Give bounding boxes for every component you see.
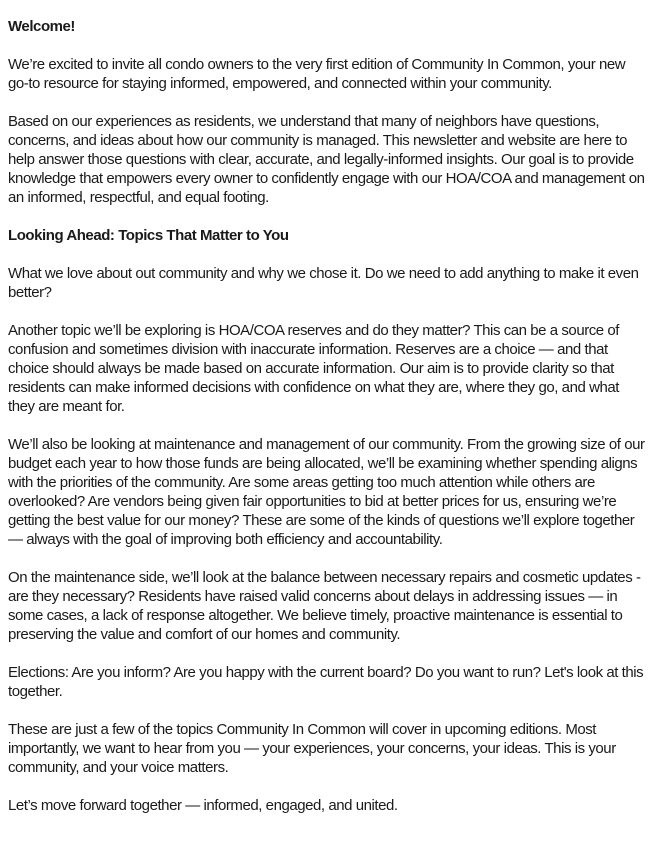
paragraph-community-love: What we love about out community and why we chose it. Do we need to add anything to make it even better? <box>8 265 639 301</box>
heading-looking-ahead: Looking Ahead: Topics That Matter to You <box>8 227 289 244</box>
closing-line: Let’s move forward together — informed, engaged, and united. <box>8 797 398 814</box>
heading-welcome: Welcome! <box>8 18 75 35</box>
paragraph-purpose: Based on our experiences as residents, we understand that many of neighbors have questions, concerns, and ideas about how our community is managed. This newsletter and website are here to help answer those questions with clear, accurate, and legally-informed insights. Our goal is to provide knowledge that empowers every owner to confidently engage with our HOA/COA and management on an informed, respectful, and equal footing. <box>8 113 645 206</box>
paragraph-maintenance-management: We’ll also be looking at maintenance and management of our community. From the growing size of our budget each year to how those funds are being allocated, we’ll be examining whether spending aligns with the priorities of the community. Are some areas getting too much attention while others are overlooked? Are vendors being given fair opportunities to bid at better prices for us, ensuring we’re getting the best value for our money? These are some of the kinds of questions we’ll explore together — always with the goal of improving both efficiency and accountability. <box>8 436 645 548</box>
paragraph-elections: Elections: Are you inform? Are you happy with the current board? Do you want to run? Let's look at this together. <box>8 664 644 700</box>
paragraph-upcoming-topics: These are just a few of the topics Community In Common will cover in upcoming editions. Most importantly, we want to hear from you — your experiences, your concerns, your ideas. This is your community, and your voice matters. <box>8 721 616 776</box>
paragraph-intro: We’re excited to invite all condo owners to the very first edition of Community In Common, your new go-to resource for staying informed, empowered, and connected within your community. <box>8 56 626 92</box>
paragraph-reserves: Another topic we’ll be exploring is HOA/COA reserves and do they matter? This can be a source of confusion and sometimes division with inaccurate information. Reserves are a choice — and that choice should always be made based on accurate information. Our aim is to provide clarity so that residents can make informed decisions with confidence on what they are, where they go, and what they are meant for. <box>8 322 620 415</box>
paragraph-maintenance-repairs: On the maintenance side, we’ll look at the balance between necessary repairs and cosmetic updates - are they necessary? Residents have raised valid concerns about delays in addressing issues — in some cases, a lack of response altogether. We believe timely, proactive maintenance is essential to preserving the value and comfort of our homes and community. <box>8 569 641 643</box>
